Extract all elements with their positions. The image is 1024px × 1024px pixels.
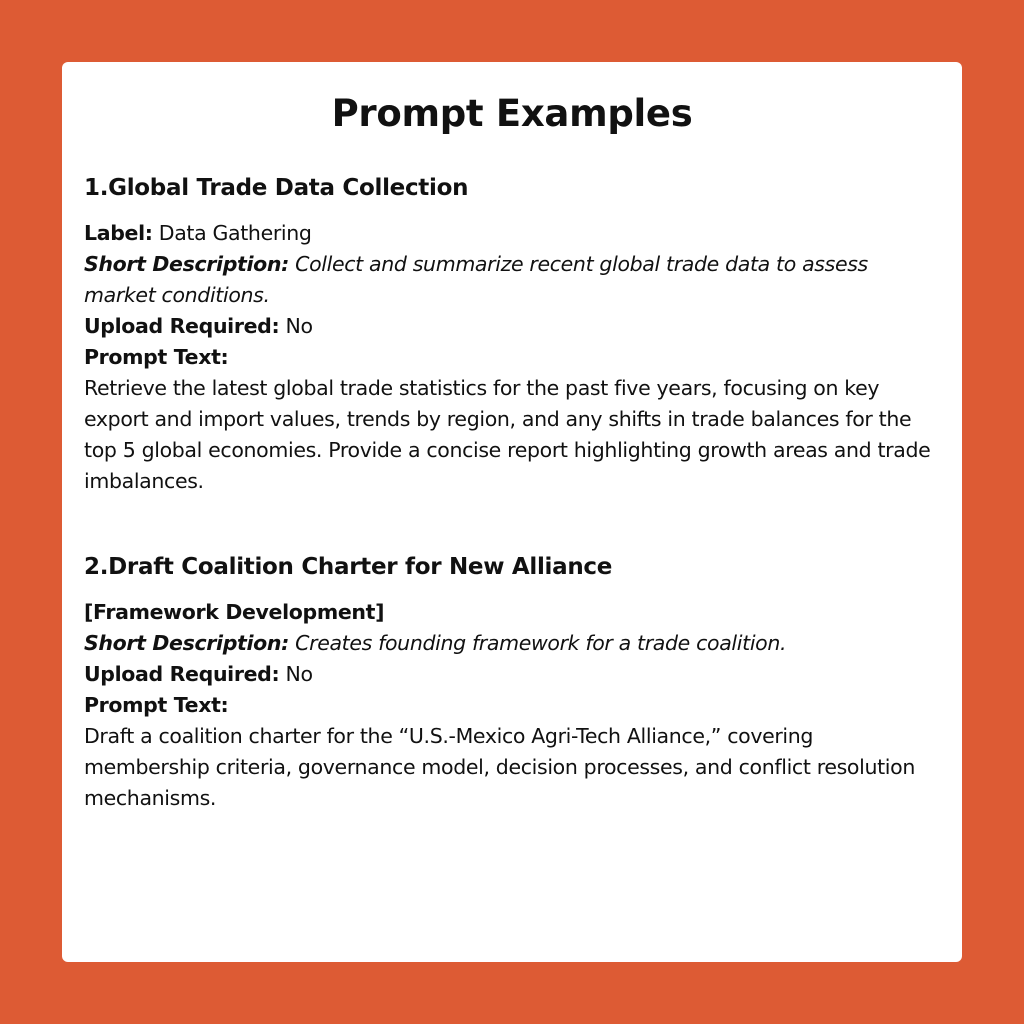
label-key: Label: bbox=[84, 221, 153, 245]
upload-required-line bbox=[84, 311, 940, 342]
content-card bbox=[62, 62, 962, 962]
section-heading-2: 2.Draft Coalition Charter for New Alliance bbox=[84, 554, 613, 580]
short-description-key: Short Description: bbox=[84, 252, 289, 276]
label-tag: [Framework Development] bbox=[84, 600, 385, 624]
page-title: Prompt Examples bbox=[331, 92, 693, 135]
prompt-text-key: Prompt Text: bbox=[84, 345, 229, 369]
upload-required-value: No bbox=[285, 662, 313, 686]
upload-required-line bbox=[84, 659, 940, 690]
prompt-text-value: Draft a coalition charter for the “U.S.-Mexico Agri-Tech Alliance,” covering membership criteria, governance model, decision processes, and conflict resolution mechanisms. bbox=[84, 724, 915, 810]
short-description-line bbox=[84, 628, 940, 659]
upload-required-value: No bbox=[285, 314, 313, 338]
section-body-1 bbox=[84, 218, 940, 497]
section-heading-1: 1.Global Trade Data Collection bbox=[84, 175, 469, 201]
label-line bbox=[84, 218, 940, 249]
short-description-value: Collect and summarize recent global trade data to assess market conditions. bbox=[84, 252, 868, 307]
upload-required-key: Upload Required: bbox=[84, 314, 280, 338]
short-description-value: Creates founding framework for a trade coalition. bbox=[295, 631, 787, 655]
short-description-key: Short Description: bbox=[84, 631, 289, 655]
prompt-text-key: Prompt Text: bbox=[84, 693, 229, 717]
prompt-example-2 bbox=[84, 552, 940, 814]
prompt-text-value: Retrieve the latest global trade statistics for the past five years, focusing on key export and import values, trends by region, and any shifts in trade balances for the top 5 global economies. Provide a concise report highlighting growth areas and trade imbalances. bbox=[84, 376, 931, 493]
short-description-line bbox=[84, 249, 940, 311]
section-body-2 bbox=[84, 597, 940, 814]
prompt-example-1 bbox=[84, 173, 940, 497]
upload-required-key: Upload Required: bbox=[84, 662, 280, 686]
label-value: Data Gathering bbox=[158, 221, 312, 245]
